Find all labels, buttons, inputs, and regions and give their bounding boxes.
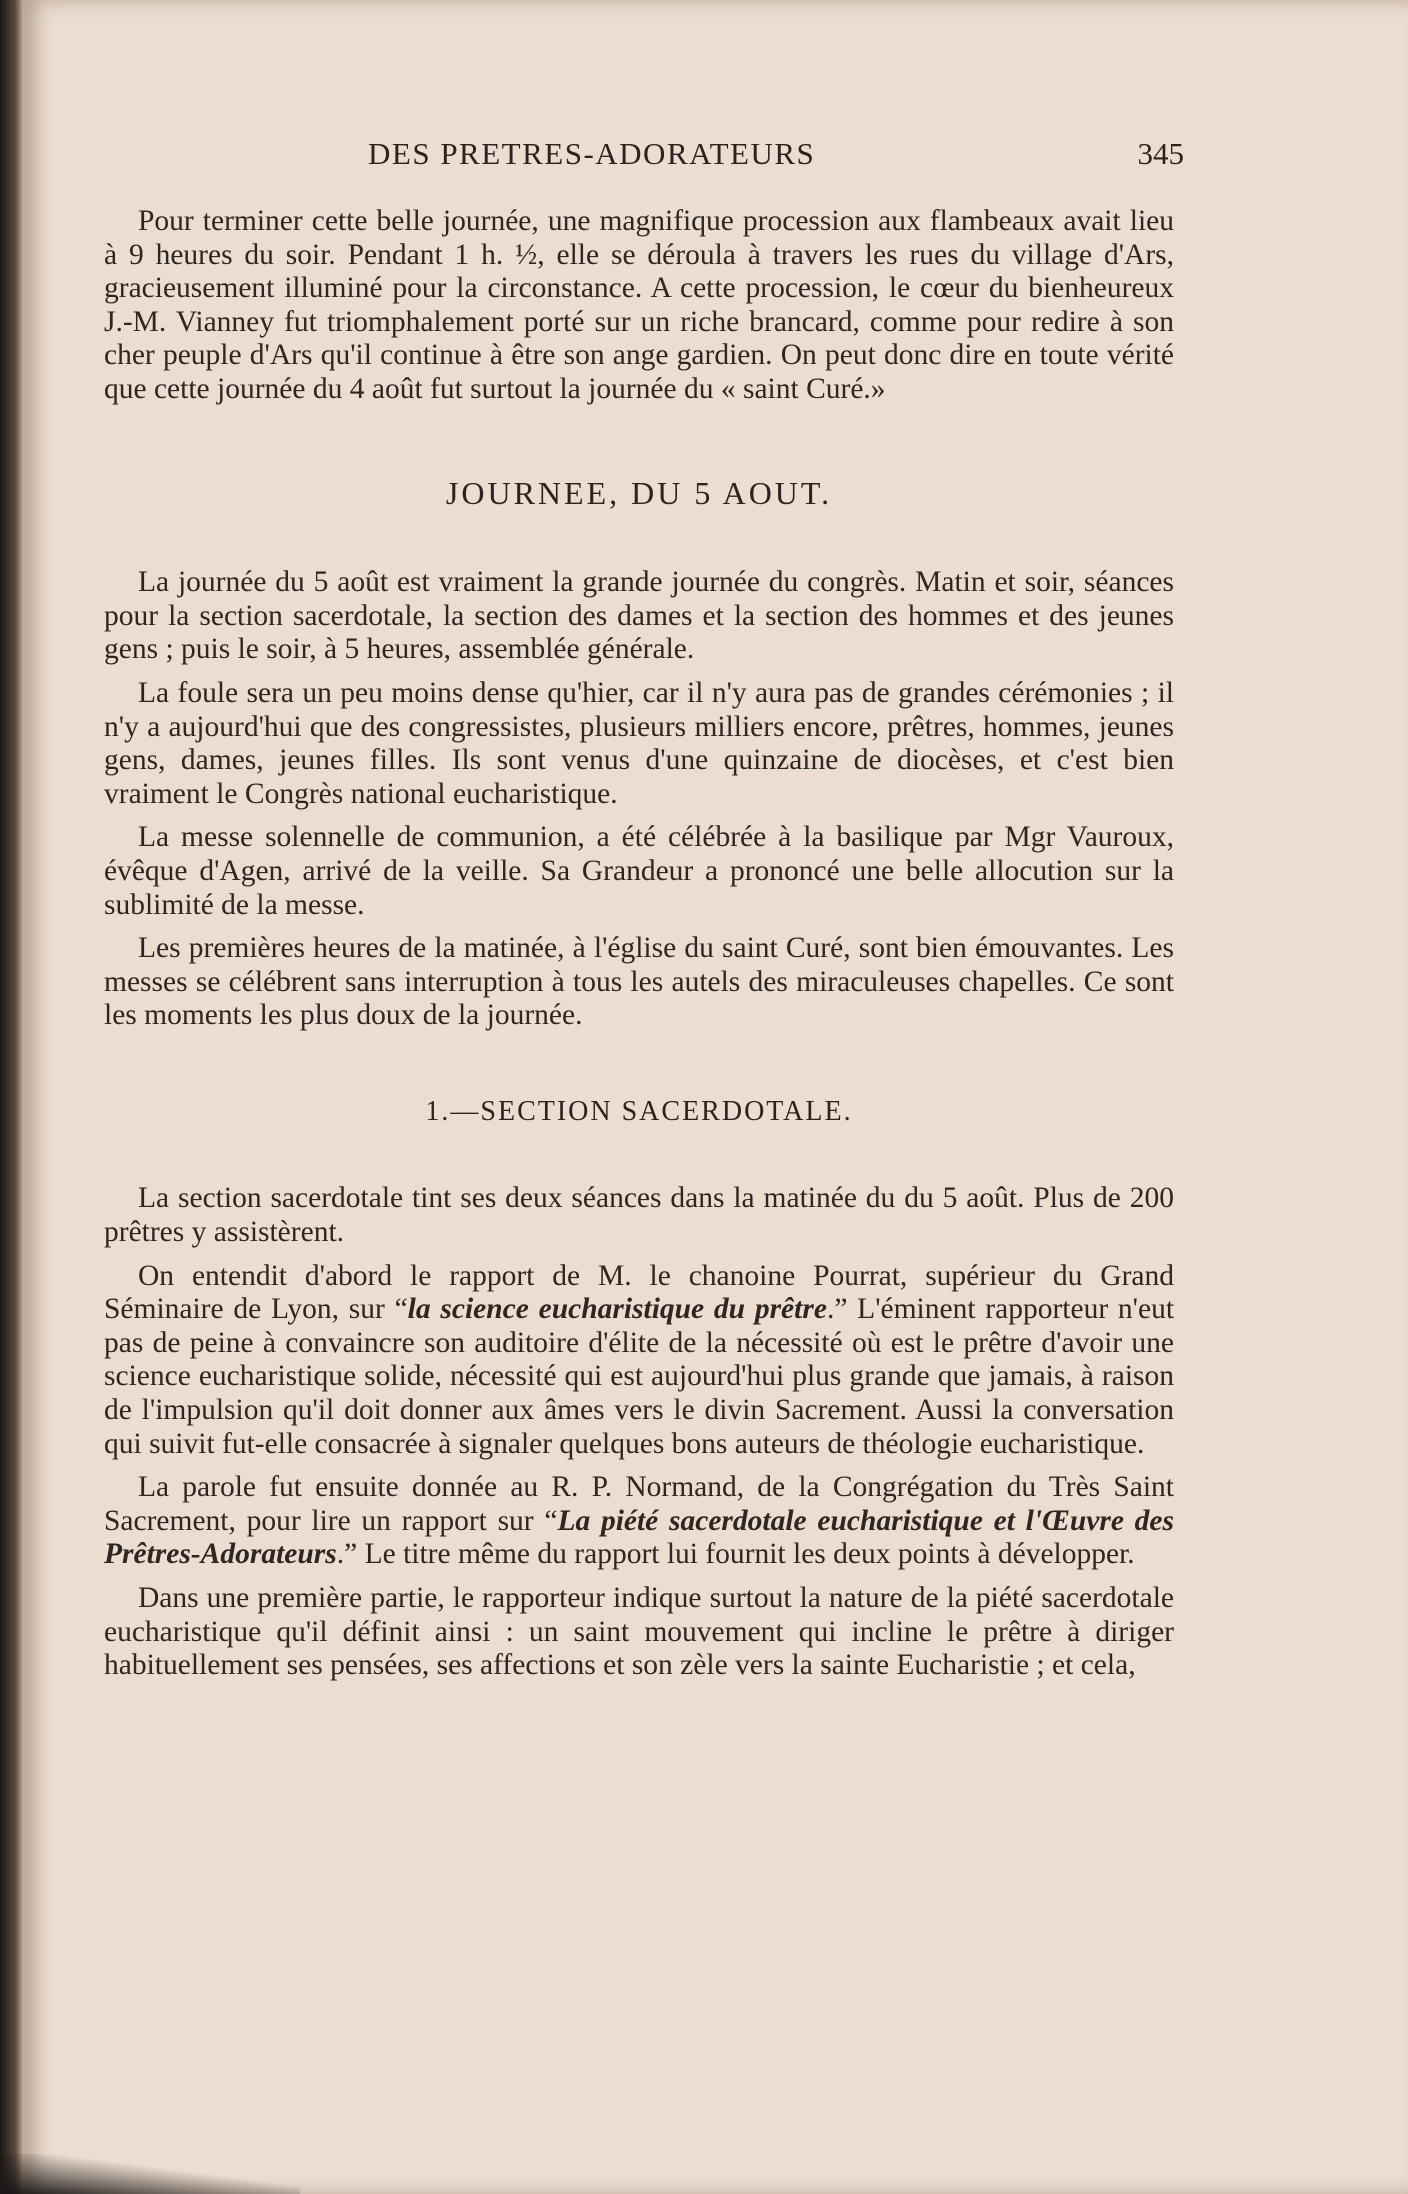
subsection-heading: 1.—SECTION SACERDOTALE. <box>425 1095 853 1127</box>
report-title-italic: La piété sacerdotale eucharistique et l'Œuvre des Prêtres-Adorateurs <box>104 1504 1175 1571</box>
report-title-italic: la science eucharistique du prêtre <box>407 1293 827 1326</box>
running-head <box>104 136 1184 180</box>
subsection-paragraph: Dans une première partie, le rapporteur indique surtout la nature de la piété sacerdotale eucharistique qu'il définit ainsi : un saint mouvement qui incline le prêtre à diriger habituellement ses pensées, ses affections et son zèle vers la sainte Eucharistie ; et cela, <box>104 1582 1174 1682</box>
subsection-paragraph <box>104 1471 1174 1572</box>
section-paragraph: La foule sera un peu moins dense qu'hier, car il n'y aura pas de grandes cérémonies ; il n'y a aujourd'hui que des congressistes, plusieurs milliers encore, prêtres, hommes, jeunes gens, dames, jeunes filles. Ils sont venus d'une quinzaine de diocèses, et c'est bien vraiment le Congrès national eucharistique. <box>104 676 1174 810</box>
paragraph-text: .” L'éminent rapporteur n'eut pas de peine à convaincre son auditoire d'élite de la nécessité où est le prêtre d'avoir une science eucharistique solide, nécessité qui est aujourd'hui plus grande que jamais, à raison de l'impulsion qu'il doit donner aux âmes vers le divin Sacrement. Aussi la conversation qui suivit fut-elle consacrée à signaler quelques bons auteurs de théologie eucharistique. <box>104 1293 1175 1460</box>
page-number: 345 <box>1137 136 1184 171</box>
book-gutter <box>0 0 22 2194</box>
paragraph-text: On entendit d'abord le rapport de M. le chanoine Pourrat, supérieur du Grand Séminaire de Lyon, sur “ <box>104 1259 1174 1326</box>
subsection-paragraph <box>104 1260 1174 1462</box>
book-page <box>22 0 1408 2194</box>
body-text <box>104 205 1174 1693</box>
section-paragraph: La journée du 5 août est vraiment la grande journée du congrès. Matin et soir, séances pour la section sacerdotale, la section des dames et la section des hommes et des jeunes gens ; puis le soir, à 5 heures, assemblée générale. <box>104 566 1174 666</box>
subsection-paragraph: La section sacerdotale tint ses deux séances dans la matinée du du 5 août. Plus de 200 prêtres y assistèrent. <box>104 1182 1174 1249</box>
section-paragraph: La messe solennelle de communion, a été célébrée à la basilique par Mgr Vauroux, évêque d'Agen, arrivé de la veille. Sa Grandeur a prononcé une belle allocution sur la sublimité de la messe. <box>104 821 1174 921</box>
intro-paragraph: Pour terminer cette belle journée, une magnifique procession aux flambeaux avait lieu à 9 heures du soir. Pendant 1 h. ½, elle se déroula à travers les rues du village d'Ars, gracieusement illuminé pour la circonstance. A cette procession, le cœur du bienheureux J.-M. Vianney fut triomphalement porté sur un riche brancard, comme pour redire à son cher peuple d'Ars qu'il continue à être son ange gardien. On peut donc dire en toute vérité que cette journée du 4 août fut surtout la journée du « saint Curé.» <box>104 205 1174 405</box>
page-edge-shadow <box>0 2154 300 2194</box>
paragraph-text: .” Le titre même du rapport lui fournit les deux points à développer. <box>336 1538 1135 1571</box>
section-paragraph: Les premières heures de la matinée, à l'église du saint Curé, sont bien émouvantes. Les messes se célébrent sans interruption à tous les autels des miraculeuses chapelles. Ce sont les moments les plus doux de la journée. <box>104 932 1174 1032</box>
paragraph-text: La parole fut ensuite donnée au R. P. Normand, de la Congrégation du Très Saint Sacrement, pour lire un rapport sur “ <box>104 1471 1174 1537</box>
running-title: DES PRETRES-ADORATEURS <box>368 136 816 171</box>
section-heading: JOURNEE, DU 5 AOUT. <box>445 474 833 511</box>
